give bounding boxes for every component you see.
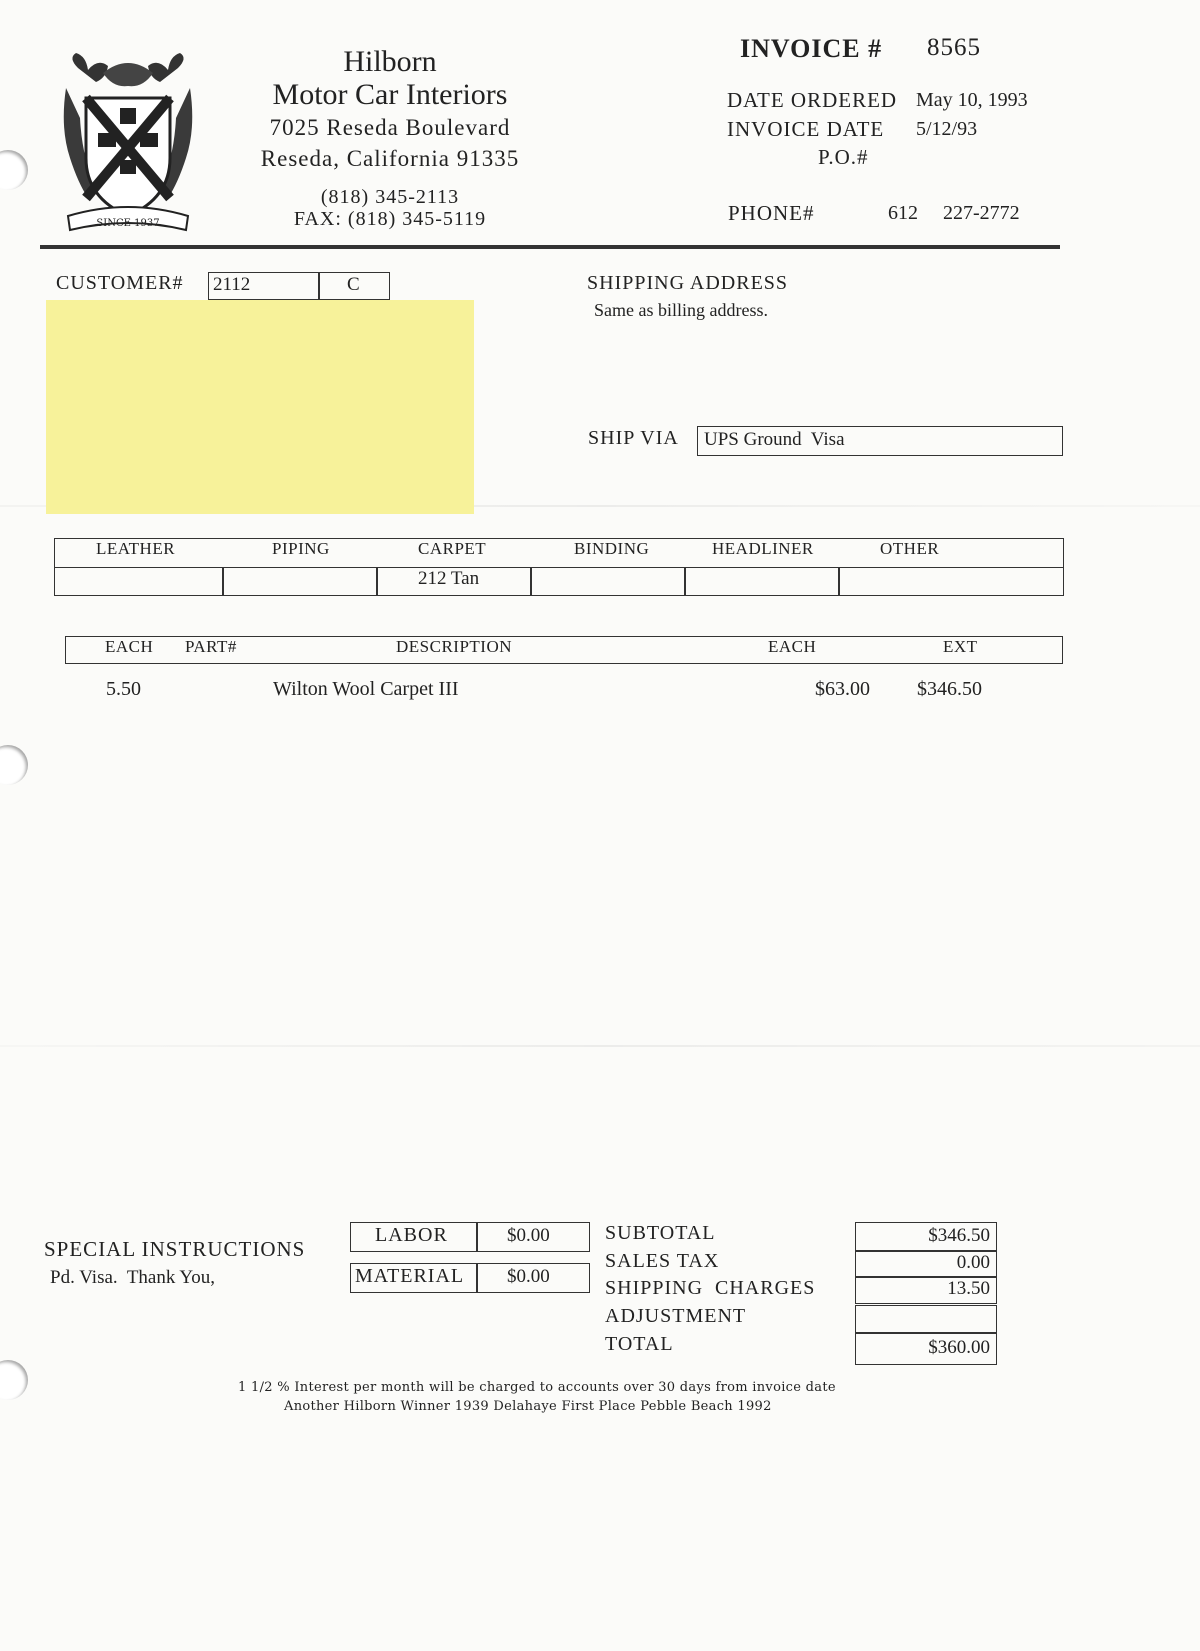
items-header-qty: EACH: [105, 637, 154, 656]
subtotal-box: [855, 1222, 997, 1252]
punch-hole: [0, 150, 28, 190]
item-qty: 5.50: [106, 678, 141, 700]
phone-area-code: 612: [888, 202, 918, 224]
special-instructions-label: SPECIAL INSTRUCTIONS: [44, 1237, 306, 1261]
shipping-charges-label: SHIPPING CHARGES: [605, 1277, 816, 1299]
material-label: MATERIAL: [355, 1265, 465, 1287]
material-value-box: [476, 1263, 590, 1293]
total-value: $360.00: [928, 1337, 990, 1358]
sales-tax-box: [855, 1250, 997, 1278]
total-label: TOTAL: [605, 1333, 674, 1355]
material-label-box: [350, 1263, 478, 1293]
customer-code: C: [347, 274, 360, 295]
shipping-charges-box: [855, 1276, 997, 1304]
company-address-line1: 7025 Reseda Boulevard: [269, 115, 511, 140]
date-ordered-value: May 10, 1993: [916, 89, 1028, 111]
labor-label: LABOR: [375, 1224, 448, 1246]
materials-header-binding: BINDING: [574, 539, 650, 558]
items-header-description: DESCRIPTION: [396, 637, 513, 656]
company-address-line2: Reseda, California 91335: [260, 146, 520, 171]
interest-notice: 1 1/2 % Interest per month will be charged to accounts over 30 days from invoice date: [238, 1380, 836, 1395]
materials-header-leather: LEATHER: [96, 539, 176, 558]
labor-label-box: [350, 1222, 478, 1252]
paper-fold: [0, 1045, 1200, 1047]
customer-code-box: [318, 272, 390, 300]
items-header-ext: EXT: [943, 637, 978, 656]
po-label: P.O.#: [818, 145, 869, 169]
company-name-line2: Motor Car Interiors: [272, 78, 508, 111]
ship-via-label: SHIP VIA: [588, 427, 679, 449]
subtotal-label: SUBTOTAL: [605, 1222, 716, 1244]
invoice-title: INVOICE #: [740, 34, 883, 63]
customer-number: 2112: [213, 274, 251, 295]
materials-cell: [684, 567, 840, 596]
date-ordered-label: DATE ORDERED: [727, 88, 898, 112]
materials-header-other: OTHER: [880, 539, 940, 558]
punch-hole: [0, 1360, 28, 1400]
redacted-billing-address: [46, 300, 474, 514]
customer-number-box: [208, 272, 320, 300]
ship-via-box: [697, 426, 1063, 456]
company-crest-logo: [58, 48, 198, 238]
ship-via-value: UPS Ground Visa: [704, 429, 845, 450]
adjustment-label: ADJUSTMENT: [605, 1305, 747, 1327]
labor-value: $0.00: [507, 1225, 550, 1246]
materials-cell: [530, 567, 686, 596]
award-notice: Another Hilborn Winner 1939 Delahaye First Place Pebble Beach 1992: [284, 1399, 772, 1414]
invoice-date-value: 5/12/93: [916, 118, 978, 140]
materials-header-piping: PIPING: [272, 539, 330, 558]
total-box: [855, 1333, 997, 1365]
items-header-part: PART#: [185, 637, 237, 656]
materials-cell: [54, 567, 224, 596]
materials-header-carpet: CARPET: [418, 539, 487, 558]
customer-label: CUSTOMER#: [56, 272, 184, 294]
materials-value-carpet: 212 Tan: [418, 568, 480, 589]
punch-hole: [0, 745, 28, 785]
subtotal-value: $346.50: [928, 1225, 990, 1246]
shipping-address-label: SHIPPING ADDRESS: [587, 272, 789, 294]
crest-ribbon-text: SINCE 1937: [96, 218, 160, 229]
sales-tax-value: 0.00: [956, 1252, 990, 1273]
special-instructions-text: Pd. Visa. Thank You,: [50, 1267, 215, 1288]
header-rule: [40, 245, 1060, 249]
item-ext: $346.50: [917, 678, 982, 700]
materials-header-headliner: HEADLINER: [712, 539, 814, 558]
item-each: $63.00: [815, 678, 870, 700]
item-description: Wilton Wool Carpet III: [273, 678, 459, 700]
invoice-date-label: INVOICE DATE: [727, 117, 885, 141]
company-info: [220, 46, 560, 230]
material-value: $0.00: [507, 1266, 550, 1287]
phone-number: 227-2772: [943, 202, 1020, 224]
sales-tax-label: SALES TAX: [605, 1250, 720, 1272]
labor-value-box: [476, 1222, 590, 1252]
phone-label: PHONE#: [728, 201, 815, 225]
company-phone: (818) 345-2113: [320, 186, 460, 208]
company-name-line1: Hilborn: [343, 45, 437, 78]
shipping-address: Same as billing address.: [594, 300, 768, 320]
materials-cell: [222, 567, 378, 596]
items-header-each: EACH: [768, 637, 817, 656]
company-fax: FAX: (818) 345-5119: [293, 208, 487, 230]
materials-cell: [838, 567, 1064, 596]
invoice-number: 8565: [927, 34, 981, 61]
shipping-charges-value: 13.50: [947, 1278, 990, 1299]
adjustment-box: [855, 1305, 997, 1333]
